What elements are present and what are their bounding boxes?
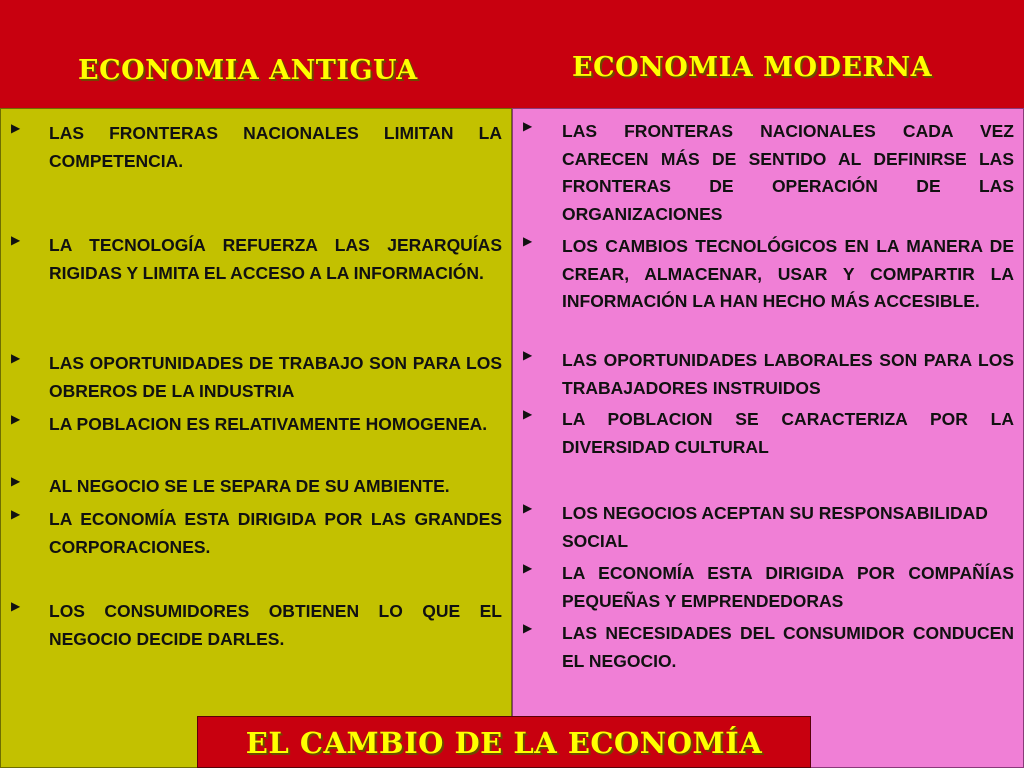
- list-item-text: LAS OPORTUNIDADES DE TRABAJO SON PARA LOS OBREROS DE LA INDUSTRIA: [49, 353, 502, 401]
- triangle-bullet-icon: ▶: [11, 233, 21, 247]
- list-item-text: AL NEGOCIO SE LE SEPARA DE SU AMBIENTE.: [49, 476, 450, 496]
- triangle-bullet-icon: ▶: [523, 501, 533, 515]
- left-column-title: ECONOMIA ANTIGUA: [78, 55, 418, 86]
- modern-economy-panel: [512, 108, 1024, 768]
- list-item-text: LAS NECESIDADES DEL CONSUMIDOR CONDUCEN EL NEGOCIO.: [562, 623, 1014, 671]
- triangle-bullet-icon: ▶: [11, 121, 21, 135]
- footer-title: EL CAMBIO DE LA ECONOMÍA: [245, 726, 763, 760]
- list-item-text: LOS CAMBIOS TECNOLÓGICOS EN LA MANERA DE CREAR, ALMACENAR, USAR Y COMPARTIR LA INFORMACIÓN LA HAN HECHO MÁS ACCESIBLE.: [562, 236, 1014, 311]
- list-item-text: LAS FRONTERAS NACIONALES LIMITAN LA COMPETENCIA.: [49, 123, 502, 171]
- list-item-text: LA ECONOMÍA ESTA DIRIGIDA POR LAS GRANDES CORPORACIONES.: [49, 509, 502, 557]
- right-column-title: ECONOMIA MODERNA: [572, 52, 933, 83]
- old-economy-panel: [0, 108, 512, 768]
- triangle-bullet-icon: ▶: [11, 412, 21, 426]
- triangle-bullet-icon: ▶: [11, 474, 21, 488]
- list-item-text: LOS NEGOCIOS ACEPTAN SU RESPONSABILIDAD SOCIAL: [562, 503, 988, 551]
- footer-banner: [197, 716, 811, 768]
- list-item-text: LA TECNOLOGÍA REFUERZA LAS JERARQUÍAS RIGIDAS Y LIMITA EL ACCESO A LA INFORMACIÓN.: [49, 235, 502, 283]
- triangle-bullet-icon: ▶: [523, 407, 533, 421]
- triangle-bullet-icon: ▶: [523, 621, 533, 635]
- triangle-bullet-icon: ▶: [523, 234, 533, 248]
- list-item-text: LA ECONOMÍA ESTA DIRIGIDA POR COMPAÑÍAS PEQUEÑAS Y EMPRENDEDORAS: [562, 563, 1014, 611]
- triangle-bullet-icon: ▶: [11, 599, 21, 613]
- triangle-bullet-icon: ▶: [523, 348, 533, 362]
- list-item-text: LAS FRONTERAS NACIONALES CADA VEZ CARECEN MÁS DE SENTIDO AL DEFINIRSE LAS FRONTERAS DE OPERACIÓN DE LAS ORGANIZACIONES: [562, 121, 1014, 224]
- header-bar: [0, 0, 1024, 108]
- list-item-text: LA POBLACION SE CARACTERIZA POR LA DIVERSIDAD CULTURAL: [562, 409, 1014, 457]
- triangle-bullet-icon: ▶: [11, 507, 21, 521]
- triangle-bullet-icon: ▶: [11, 351, 21, 365]
- list-item-text: LAS OPORTUNIDADES LABORALES SON PARA LOS TRABAJADORES INSTRUIDOS: [562, 350, 1014, 398]
- triangle-bullet-icon: ▶: [523, 119, 533, 133]
- list-item-text: LOS CONSUMIDORES OBTIENEN LO QUE EL NEGOCIO DECIDE DARLES.: [49, 601, 502, 649]
- triangle-bullet-icon: ▶: [523, 561, 533, 575]
- list-item-text: LA POBLACION ES RELATIVAMENTE HOMOGENEA.: [49, 414, 488, 434]
